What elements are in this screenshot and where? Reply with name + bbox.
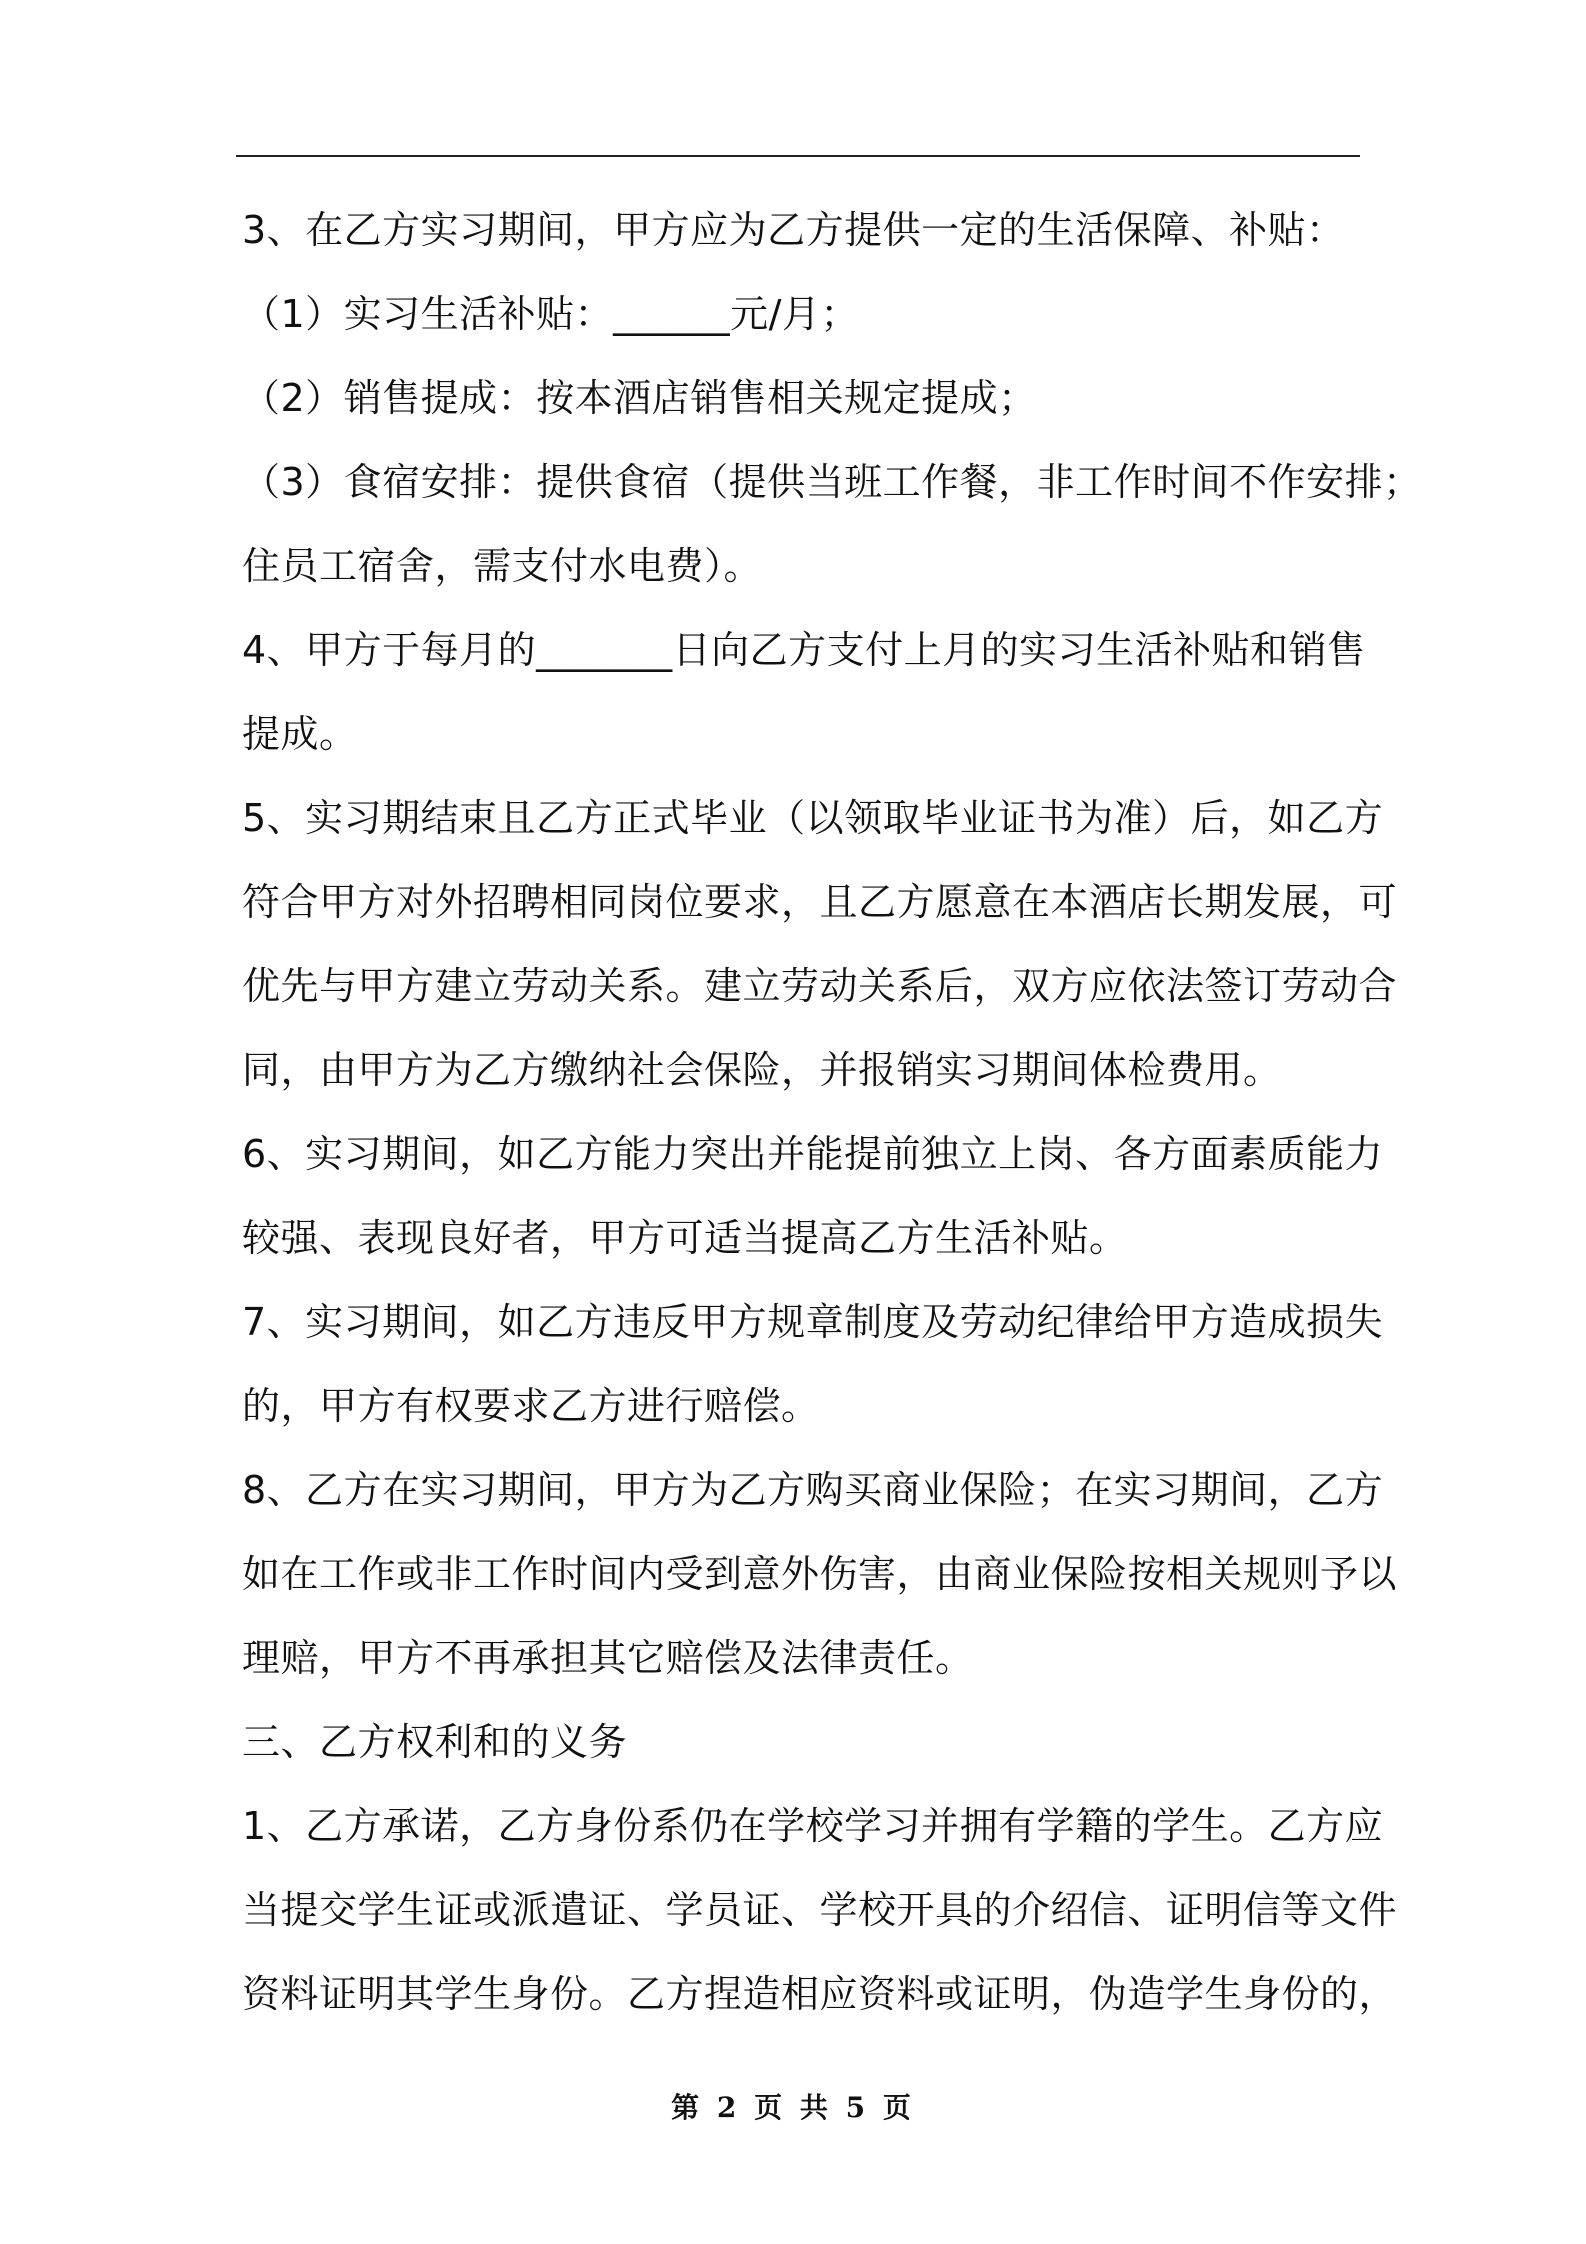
text-line: 7、实习期间，如乙方违反甲方规章制度及劳动纪律给甲方造成损失 bbox=[242, 1300, 1384, 1344]
text-line: 的，甲方有权要求乙方进行赔偿。 bbox=[242, 1384, 820, 1428]
text-line: 住员工宿舍，需支付水电费）。 bbox=[242, 544, 763, 588]
text-line: 优先与甲方建立劳动关系。建立劳动关系后，双方应依法签订劳动合 bbox=[242, 964, 1398, 1008]
text-line: 较强、表现良好者，甲方可适当提高乙方生活补贴。 bbox=[242, 1216, 1128, 1260]
text-line: 6、实习期间，如乙方能力突出并能提前独立上岗、各方面素质能力 bbox=[242, 1132, 1384, 1176]
document-body bbox=[242, 198, 1422, 2046]
page-number: 第 2 页 共 5 页 bbox=[671, 2091, 915, 2124]
text-line: 1、乙方承诺，乙方身份系仍在学校学习并拥有学籍的学生。乙方应 bbox=[242, 1804, 1384, 1848]
text-line: （3）食宿安排：提供食宿（提供当班工作餐，非工作时间不作安排； bbox=[242, 460, 1422, 504]
text-line: 4、甲方于每月的_______日向乙方支付上月的实习生活补贴和销售 bbox=[242, 628, 1366, 672]
header-rule bbox=[236, 155, 1360, 157]
text-line: 如在工作或非工作时间内受到意外伤害，由商业保险按相关规则予以 bbox=[242, 1552, 1398, 1596]
text-line: 符合甲方对外招聘相同岗位要求，且乙方愿意在本酒店长期发展，可 bbox=[242, 880, 1398, 924]
text-line: 5、实习期结束且乙方正式毕业（以领取毕业证书为准）后，如乙方 bbox=[242, 796, 1384, 840]
text-line: 资料证明其学生身份。乙方捏造相应资料或证明，伪造学生身份的， bbox=[242, 1972, 1398, 2016]
text-line: （1）实习生活补贴：______元/月； bbox=[242, 292, 859, 336]
text-line: 理赔，甲方不再承担其它赔偿及法律责任。 bbox=[242, 1636, 974, 1680]
text-line: 同，由甲方为乙方缴纳社会保险，并报销实习期间体检费用。 bbox=[242, 1048, 1282, 1092]
text-line: （2）销售提成：按本酒店销售相关规定提成； bbox=[242, 376, 1037, 420]
text-line: 8、乙方在实习期间，甲方为乙方购买商业保险；在实习期间，乙方 bbox=[242, 1468, 1384, 1512]
section-heading: 三、乙方权利和的义务 bbox=[242, 1720, 628, 1764]
text-line: 3、在乙方实习期间，甲方应为乙方提供一定的生活保障、补贴： bbox=[242, 208, 1345, 252]
text-line: 提成。 bbox=[242, 712, 358, 756]
text-line: 当提交学生证或派遣证、学员证、学校开具的介绍信、证明信等文件 bbox=[242, 1888, 1398, 1932]
